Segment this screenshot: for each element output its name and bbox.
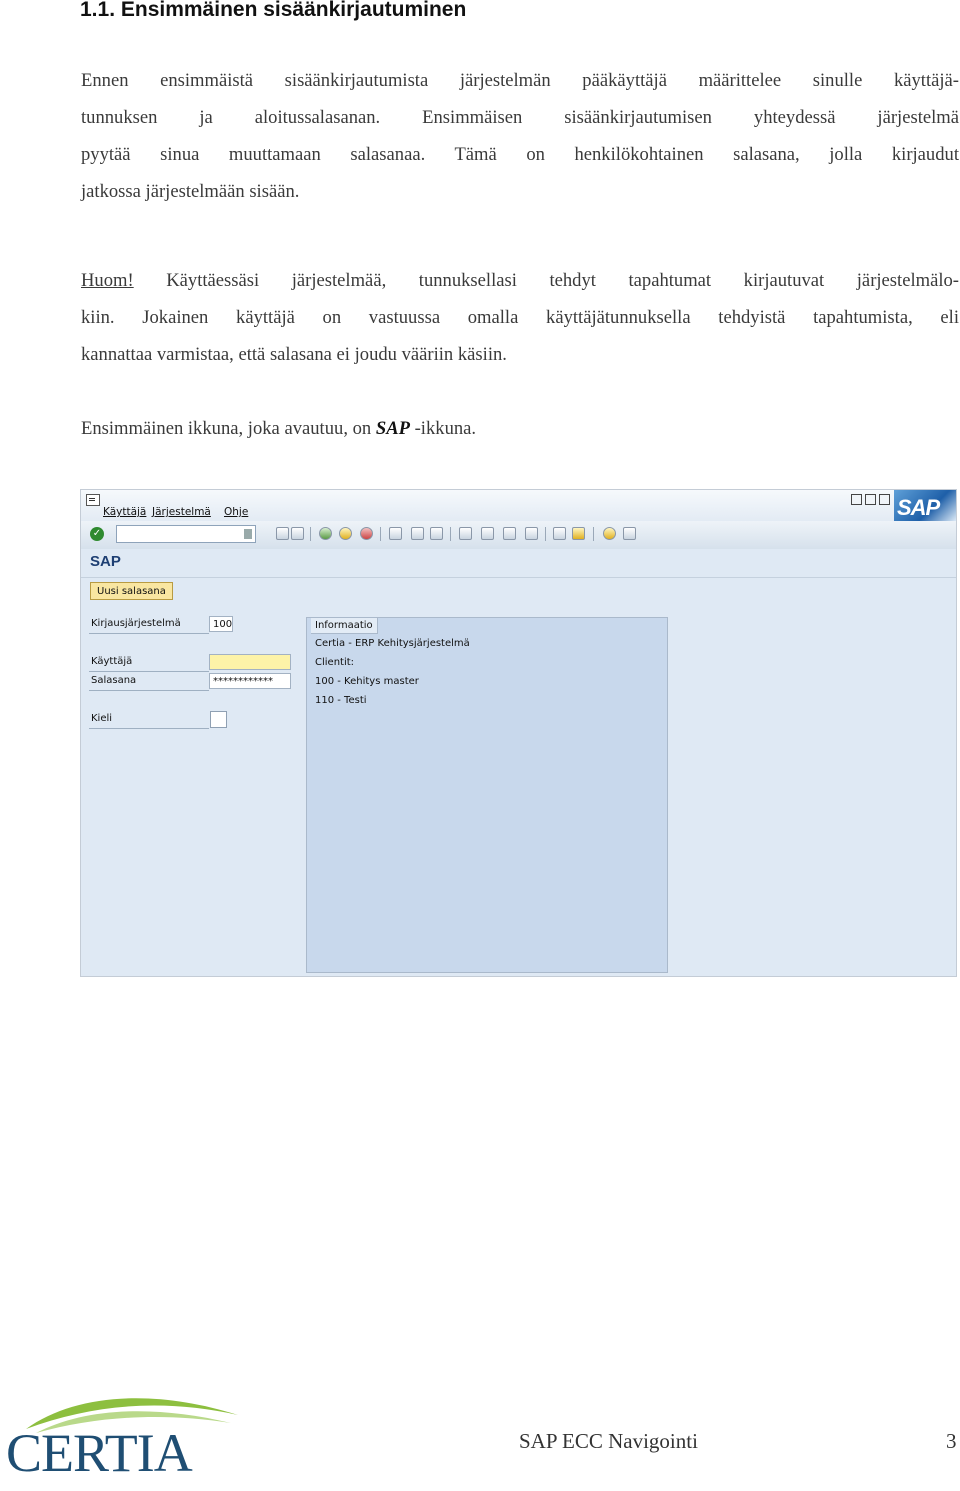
save-icon[interactable] <box>291 527 304 540</box>
note-line <box>81 262 959 299</box>
layout-menu-icon[interactable] <box>623 527 636 540</box>
intro-line: pyytää sinua muuttamaan salasanaa. Tämä on henkilökohtainen salasana, jolla kirjaudut <box>81 144 959 165</box>
client-label: Kirjausjärjestelmä <box>91 618 181 629</box>
standard-toolbar <box>81 521 956 550</box>
find-next-icon[interactable] <box>430 527 443 540</box>
first-page-icon[interactable] <box>459 527 472 540</box>
toolbar-separator <box>310 527 311 541</box>
sap-emphasis: SAP <box>375 418 410 439</box>
close-icon[interactable] <box>879 494 890 505</box>
window-intro-after: -ikkuna. <box>409 418 477 439</box>
help-icon[interactable] <box>603 527 616 540</box>
next-page-icon[interactable] <box>503 527 516 540</box>
enter-check-icon[interactable]: ✓ <box>90 527 104 541</box>
info-panel <box>306 617 668 973</box>
page-number: 3 <box>946 1429 957 1453</box>
intro-paragraph <box>81 62 959 210</box>
note-line: kiin. Jokainen käyttäjä on vastuussa omalla käyttäjätunnuksella tehdyistä tapahtumista, eli <box>81 307 959 328</box>
find-icon[interactable] <box>411 527 424 540</box>
create-session-icon[interactable] <box>553 527 566 540</box>
back-icon[interactable] <box>319 527 332 540</box>
user-label: Käyttäjä <box>91 656 133 667</box>
note-line: kannattaa varmistaa, että salasana ei joudu vääriin käsiin. <box>81 344 507 365</box>
password-label: Salasana <box>91 675 137 686</box>
new-password-button[interactable]: Uusi salasana <box>90 582 173 600</box>
window-menu-icon[interactable] <box>86 494 100 506</box>
title-bar <box>81 549 956 578</box>
sap-login-window <box>80 489 957 977</box>
certia-logo-text: CERTIA <box>6 1423 192 1483</box>
toolbar-separator <box>545 527 546 541</box>
menu-ohje[interactable]: Ohje <box>224 506 249 518</box>
sap-logo <box>894 490 956 521</box>
section-heading: 1.1. Ensimmäinen sisäänkirjautuminen <box>80 0 467 21</box>
toolbar-separator <box>450 527 451 541</box>
field-underline <box>89 671 209 672</box>
application-toolbar <box>81 578 956 604</box>
print-icon[interactable] <box>389 527 402 540</box>
screen-title: SAP <box>90 553 121 570</box>
toolbar-separator <box>380 527 381 541</box>
minimize-icon[interactable] <box>851 494 862 505</box>
toolbar-separator <box>593 527 594 541</box>
menu-kayttaja[interactable]: Käyttäjä <box>103 506 147 518</box>
cancel-icon[interactable] <box>360 527 373 540</box>
exit-icon[interactable] <box>339 527 352 540</box>
user-field[interactable] <box>209 654 291 670</box>
info-line: 100 - Kehitys master <box>315 676 419 687</box>
client-field[interactable]: 100 <box>209 616 233 632</box>
previous-page-icon[interactable] <box>481 527 494 540</box>
field-underline <box>89 728 209 729</box>
command-field[interactable] <box>116 525 256 543</box>
footer-title: SAP ECC Navigointi <box>519 1429 698 1453</box>
shortcut-icon[interactable] <box>572 527 585 540</box>
window-intro-paragraph <box>81 410 959 447</box>
note-word: Huom! <box>81 270 134 291</box>
menu-bar <box>81 490 956 521</box>
note-paragraph <box>81 262 959 373</box>
password-field[interactable]: ************ <box>209 673 291 689</box>
info-line: Clientit: <box>315 657 355 668</box>
window-intro-before: Ensimmäinen ikkuna, joka avautuu, on <box>81 418 376 439</box>
intro-line: Ennen ensimmäistä sisäänkirjautumista järjestelmän pääkäyttäjä määrittelee sinulle käyttäjä- <box>81 70 959 91</box>
sap-logo-text: SAP <box>897 495 940 520</box>
window-intro-line <box>81 410 959 447</box>
last-page-icon[interactable] <box>525 527 538 540</box>
info-line: Certia - ERP Kehitysjärjestelmä <box>315 638 470 649</box>
menu-jarjestelma[interactable]: Järjestelmä <box>152 506 211 518</box>
info-line: 110 - Testi <box>315 695 367 706</box>
save-icon[interactable] <box>276 527 289 540</box>
info-title: Informaatio <box>311 618 378 634</box>
language-field[interactable] <box>210 711 227 728</box>
intro-line: tunnuksen ja aloitussalasanan. Ensimmäisen sisäänkirjautumisen yhteydessä järjestelmä <box>81 107 959 128</box>
field-underline <box>89 690 209 691</box>
note-line-rest: Käyttäessäsi järjestelmää, tunnuksellasi tehdyt tapahtumat kirjautuvat järjestelmälo- <box>133 270 959 291</box>
command-dropdown-icon[interactable] <box>244 529 252 539</box>
field-underline <box>89 633 209 634</box>
certia-logo <box>6 1393 246 1483</box>
language-label: Kieli <box>91 713 113 724</box>
intro-line: jatkossa järjestelmään sisään. <box>81 181 300 202</box>
maximize-icon[interactable] <box>865 494 876 505</box>
